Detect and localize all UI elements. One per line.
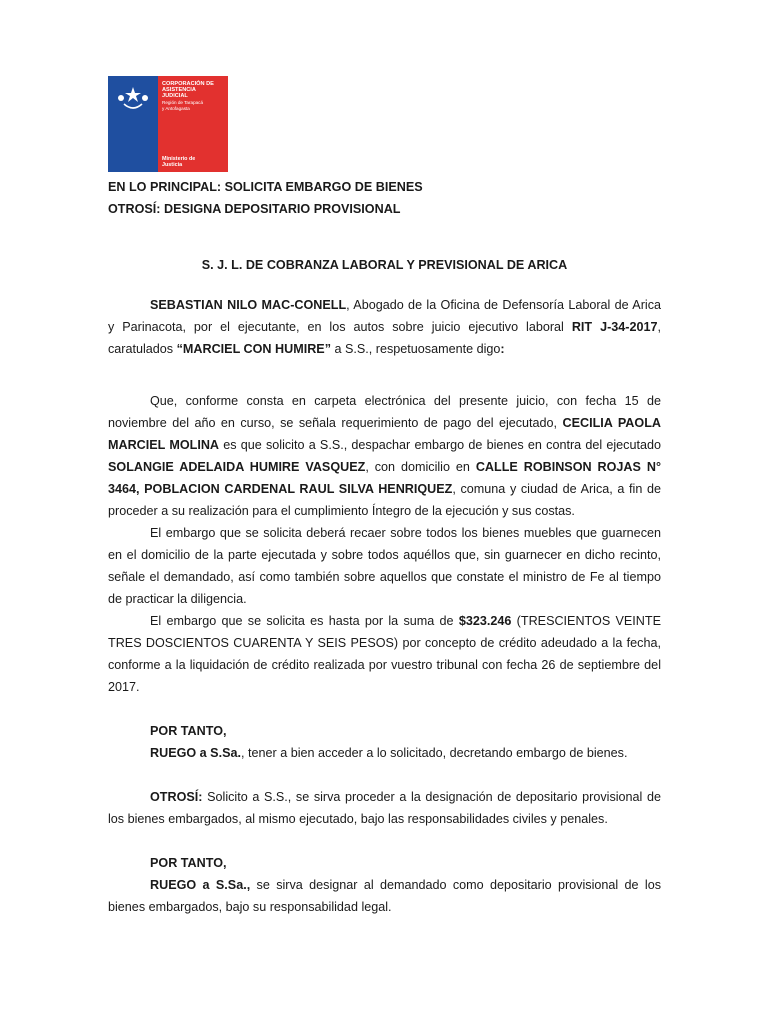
otrosi-label: OTROSÍ: [150,790,203,804]
lawyer-name: SEBASTIAN NILO MAC-CONELL [150,298,347,312]
case-name: “MARCIEL CON HUMIRE” [176,342,331,356]
document-page [108,76,661,918]
por-tanto-label: POR TANTO, [150,724,227,738]
debtor-address: CALLE ROBINSON ROJAS N° 3464, POBLACION CARDENAL RAUL SILVA HENRIQUEZ [108,460,661,496]
p3-text: (TRESCIENTOS VEINTE TRES DOSCIENTOS CUARENTA Y SEIS PESOS) por concepto de crédito adeudado a la fecha, conforme a la liquidación de crédito realizada por vuestro tribunal con fecha 26 de septiembre del 2017. [108,614,661,694]
intro-text: , Abogado de la Oficina de Defensoría Laboral de Arica y Parinacota, por el ejecutante, en los autos sobre juicio ejecutivo laboral [108,298,662,334]
heading-principal: EN LO PRINCIPAL: SOLICITA EMBARGO DE BIENES [108,180,423,194]
logo-ministry-line: Ministerio de [162,156,196,162]
intro-colon: : [500,342,505,356]
intro-text: , caratulados [108,320,661,356]
institution-logo [108,76,228,172]
heading-otrosi: OTROSÍ: DESIGNA DEPOSITARIO PROVISIONAL [108,202,401,216]
ruego-1 [108,742,661,764]
p1-text: , comuna y ciudad de Arica, a fin de proceder a su realización para el cumplimiento Íntegro de la ejecución y sus costas. [108,482,662,518]
logo-region-line: y Antofagasta [162,106,190,111]
coat-of-arms-icon [114,84,152,114]
por-tanto-1 [108,720,661,742]
ruego-label: RUEGO a S.Sa. [150,746,241,760]
case-rit: RIT J-34-2017 [571,320,658,334]
logo-region-line: Región de Tarapacá [162,100,204,105]
intro-paragraph [108,294,661,360]
p1-text: , con domicilio en [365,460,476,474]
por-tanto-label: POR TANTO, [150,856,227,870]
logo-org-line: CORPORACIÓN DE [162,81,214,87]
p3-text: El embargo que se solicita es hasta por la suma de [150,614,459,628]
paragraph-amount [108,610,661,698]
debtor-name: SOLANGIE ADELAIDA HUMIRE VASQUEZ [108,460,366,474]
ruego-text: se sirva designar al demandado como depositario provisional de los bienes embargados, bajo su responsabilidad legal. [108,878,661,914]
paragraph-request [108,390,661,522]
intro-text: a S.S., respetuosamente digo [331,342,501,356]
p1-text: es que solicito a S.S., despachar embargo de bienes en contra del ejecutado [219,438,661,452]
logo-ministry-line: Justicia [162,162,183,168]
logo-blue-panel [108,76,158,172]
paragraph-scope: El embargo que se solicita deberá recaer sobre todos los bienes muebles que guarnecen en el domicilio de la parte ejecutada y sobre todos aquéllos que, sin guarnecer en dicho recinto, señale el demandado, así como también sobre aquellos que constate el ministro de Fe al tiempo de practicar la diligencia. [108,526,661,606]
ruego-text: , tener a bien acceder a lo solicitado, decretando embargo de bienes. [241,746,628,760]
creditor-name: CECILIA PAOLA MARCIEL MOLINA [108,416,661,452]
logo-org-line: JUDICIAL [162,93,188,99]
ruego-2 [108,874,661,918]
amount-value: $323.246 [458,614,512,628]
otrosi-paragraph [108,786,661,830]
ruego-label: RUEGO a S.Sa., [150,878,251,892]
logo-ministry [162,156,224,168]
logo-red-panel [158,76,228,172]
p1-text: Que, conforme consta en carpeta electrónica del presente juicio, con fecha 15 de noviembre del año en curso, se señala requerimiento de pago del ejecutado, [108,394,661,430]
por-tanto-2 [108,852,661,874]
logo-org-name [162,81,224,111]
court-title: S. J. L. DE COBRANZA LABORAL Y PREVISIONAL DE ARICA [201,258,568,272]
otrosi-text: Solicito a S.S., se sirva proceder a la designación de depositario provisional de los bienes embargados, al mismo ejecutado, bajo las responsabilidades civiles y penales. [108,790,661,826]
logo-org-line: ASISTENCIA [162,87,196,93]
